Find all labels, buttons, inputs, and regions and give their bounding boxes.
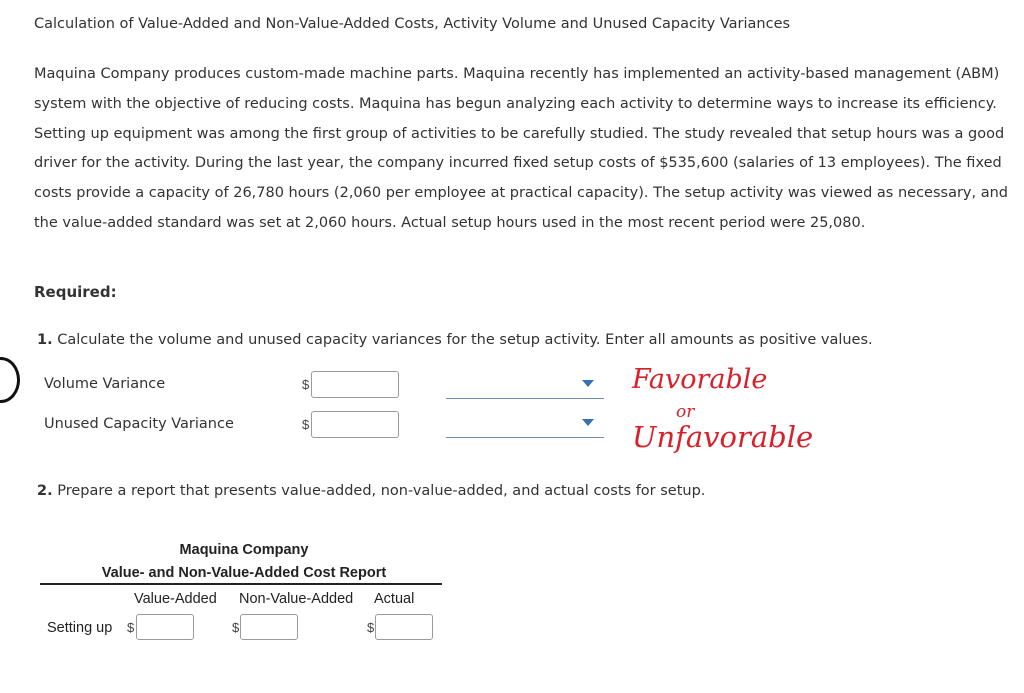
- question-2-number: 2.: [37, 483, 53, 499]
- page-title: Calculation of Value-Added and Non-Value-Added Costs, Activity Volume and Unused Capacity Variances: [34, 16, 791, 32]
- actual-currency: $: [367, 620, 375, 635]
- column-header-value-added: Value-Added: [134, 591, 217, 607]
- report-company: Maquina Company: [179, 542, 309, 558]
- unused-capacity-dropdown[interactable]: [446, 417, 604, 439]
- handwritten-unfavorable: Unfavorable: [632, 420, 814, 454]
- pointer-circle-icon: [0, 357, 20, 403]
- non-value-added-input[interactable]: [240, 614, 298, 640]
- handwritten-or: or: [676, 402, 695, 422]
- dropdown-underline: [446, 398, 604, 399]
- dropdown-underline: [446, 437, 604, 438]
- unused-capacity-variance-label: Unused Capacity Variance: [44, 416, 234, 432]
- volume-variance-dropdown[interactable]: [446, 378, 604, 400]
- value-added-currency: $: [127, 620, 135, 635]
- required-label: Required:: [34, 283, 117, 301]
- row-label-setting-up: Setting up: [47, 620, 113, 636]
- unused-capacity-input[interactable]: [311, 411, 399, 438]
- volume-variance-currency: $: [302, 377, 310, 392]
- report-title: Value- and Non-Value-Added Cost Report: [101, 565, 387, 581]
- non-value-added-currency: $: [232, 620, 240, 635]
- column-header-non-value-added: Non-Value-Added: [239, 591, 354, 607]
- actual-input[interactable]: [375, 614, 433, 640]
- value-added-input[interactable]: [136, 614, 194, 640]
- volume-variance-label: Volume Variance: [44, 376, 166, 392]
- volume-variance-input[interactable]: [311, 371, 399, 398]
- handwritten-favorable: Favorable: [632, 364, 768, 395]
- question-2-text: Prepare a report that presents value-added, non-value-added, and actual costs for setup.: [57, 483, 706, 499]
- question-1: [37, 332, 873, 348]
- report-divider: [40, 583, 442, 585]
- question-1-number: 1.: [37, 332, 53, 348]
- question-1-text: Calculate the volume and unused capacity variances for the setup activity. Enter all amounts as positive values.: [57, 332, 873, 348]
- chevron-down-icon: [582, 380, 594, 387]
- problem-description: Maquina Company produces custom-made machine parts. Maquina recently has implemented an activity-based management (ABM) system with the objective of reducing costs. Maquina has begun analyzing each activity to determine ways to increase its efficiency. Setting up equipment was among the first group of activities to be carefully studied. The study revealed that setup hours was a good driver for the activity. During the last year, the company incurred fixed setup costs of $535,600 (salaries of 13 employees). The fixed costs provide a capacity of 26,780 hours (2,060 per employee at practical capacity). The setup activity was viewed as necessary, and the value-added standard was set at 2,060 hours. Actual setup hours used in the most recent period were 25,080.: [34, 66, 1009, 231]
- column-header-actual: Actual: [374, 591, 415, 607]
- chevron-down-icon: [582, 419, 594, 426]
- unused-capacity-currency: $: [302, 417, 310, 432]
- question-2: [37, 483, 705, 499]
